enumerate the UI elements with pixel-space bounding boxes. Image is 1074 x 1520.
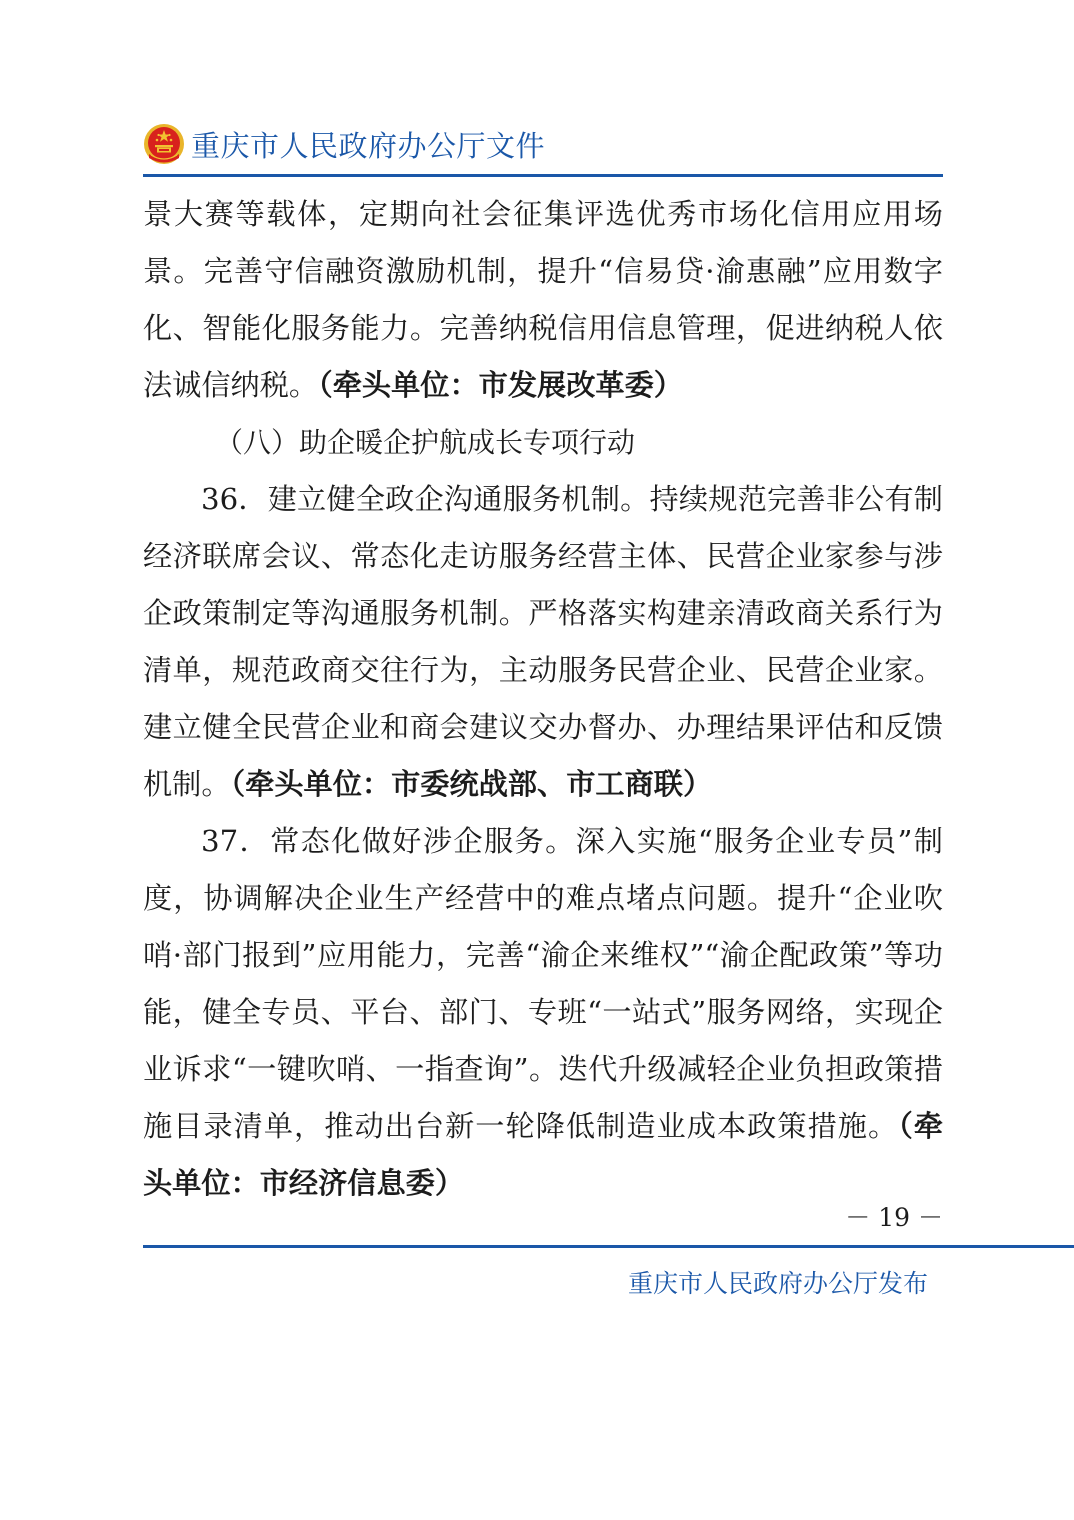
- document-body: [143, 186, 943, 1212]
- paragraph-text: 景大赛等载体，定期向社会征集评选优秀市场化信用应用场景。完善守信融资激励机制，提升“信易贷·渝惠融”应用数字化、智能化服务能力。完善纳税信用信息管理，促进纳税人依法诚信纳税。: [143, 197, 943, 402]
- lead-unit: （牵头单位：市发展改革委）: [318, 368, 683, 402]
- paragraph-text: 37．常态化做好涉企服务。深入实施“服务企业专员”制度，协调解决企业生产经营中的难点堵点问题。提升“企业吹哨·部门报到”应用能力，完善“渝企来维权”“渝企配政策”等功能，健全专员、平台、部门、专班“一站式”服务网络，实现企业诉求“一键吹哨、一指查询”。迭代升级减轻企业负担政策措施目录清单，推动出台新一轮降低制造业成本政策措施。: [143, 824, 943, 1143]
- national-emblem-icon: [143, 123, 185, 165]
- lead-unit: （牵头单位：市经济信息委）: [143, 1109, 943, 1200]
- paragraph-item-36: [143, 471, 943, 813]
- header-title: 重庆市人民政府办公厅文件: [191, 128, 546, 163]
- document-header: [143, 118, 545, 170]
- footer-publisher: 重庆市人民政府办公厅发布: [627, 1269, 928, 1298]
- paragraph-text: 36．建立健全政企沟通服务机制。持续规范完善非公有制经济联席会议、常态化走访服务经营主体、民营企业家参与涉企政策制定等沟通服务机制。严格落实构建亲清政商关系行为清单，规范政商交往行为，主动服务民营企业、民营企业家。建立健全民营企业和商会建议交办督办、办理结果评估和反馈机制。: [143, 482, 943, 801]
- paragraph-credit: [143, 186, 943, 414]
- paragraph-item-37: [143, 813, 943, 1212]
- section-heading: （八）助企暖企护航成长专项行动: [215, 426, 636, 459]
- footer-divider: [143, 1245, 1074, 1248]
- lead-unit: （牵头单位：市委统战部、市工商联）: [230, 767, 713, 801]
- header-divider: [143, 174, 943, 177]
- page-number: － 19 －: [845, 1203, 943, 1232]
